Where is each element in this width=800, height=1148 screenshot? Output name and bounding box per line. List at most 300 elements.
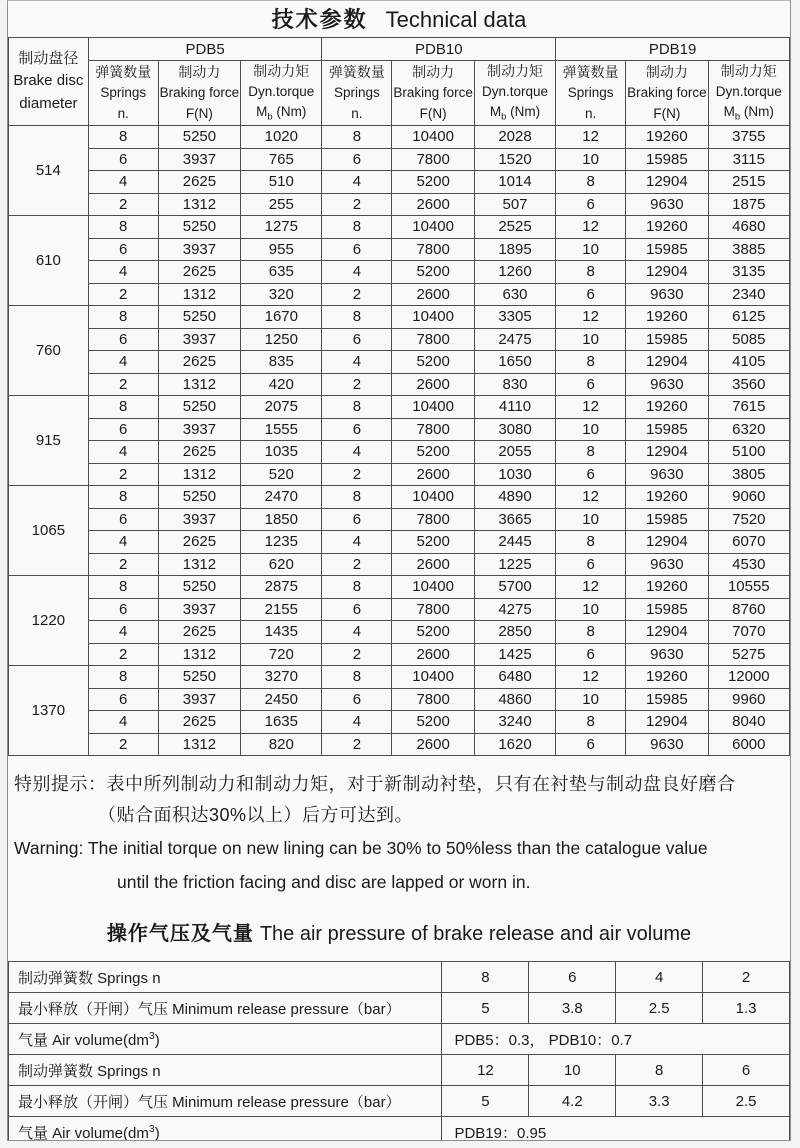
data-cell: 2625 <box>158 621 240 644</box>
air-value-cell: 5 <box>442 1086 529 1117</box>
warning-zh-line2: （贴合面积达30%以上）后方可达到。 <box>98 805 414 826</box>
data-cell: 4 <box>88 261 158 284</box>
data-cell: 6 <box>88 688 158 711</box>
data-cell: 2600 <box>392 373 474 396</box>
data-cell: 255 <box>241 193 322 216</box>
data-cell: 10 <box>556 598 626 621</box>
air-row <box>9 1055 790 1086</box>
header-line-unit: n. <box>351 105 363 121</box>
data-cell: 7800 <box>392 688 474 711</box>
data-cell: 8 <box>322 666 392 689</box>
data-cell: 6 <box>556 373 626 396</box>
data-cell: 6000 <box>708 733 789 756</box>
header-line-en: Dyn.torque <box>715 84 782 99</box>
data-cell: 820 <box>241 733 322 756</box>
air-row-label: 最小释放（开闸）气压 Minimum release pressure（bar） <box>9 993 442 1024</box>
data-cell: 8 <box>322 216 392 239</box>
header-line-unit: F(N) <box>185 105 213 121</box>
data-cell: 4 <box>88 351 158 374</box>
data-cell: 5200 <box>392 621 474 644</box>
air-value-cell: 4.2 <box>529 1086 616 1117</box>
warning-en-line1: Warning: The initial torque on new lining can be 30% to 50%less than the catalogue value <box>14 838 708 859</box>
data-cell: 8 <box>322 486 392 509</box>
tech-data-row <box>9 711 790 734</box>
data-cell: 4 <box>88 621 158 644</box>
data-cell: 4530 <box>708 553 789 576</box>
data-cell: 2450 <box>241 688 322 711</box>
data-cell: 3080 <box>474 418 555 441</box>
data-cell: 6320 <box>708 418 789 441</box>
air-section-title-zh: 操作气压及气量 <box>106 923 254 946</box>
data-cell: 10 <box>556 148 626 171</box>
data-cell: 2340 <box>708 283 789 306</box>
data-cell: 4680 <box>708 216 789 239</box>
data-cell: 8 <box>322 576 392 599</box>
header-line-zh: 制动力矩 <box>253 63 310 79</box>
data-cell: 12 <box>556 396 626 419</box>
data-cell: 510 <box>241 171 322 194</box>
tech-data-row <box>9 126 790 149</box>
header-line-en: Springs <box>334 85 380 101</box>
data-cell: 6 <box>88 418 158 441</box>
data-cell: 10400 <box>392 306 474 329</box>
air-row-label: 制动弹簧数 Springs n <box>9 1055 442 1086</box>
air-value-cell: 6 <box>529 962 616 993</box>
header-line-zh: 制动力矩 <box>720 63 777 79</box>
data-cell: 15985 <box>626 238 708 261</box>
data-cell: 6 <box>322 598 392 621</box>
data-cell: 2445 <box>474 531 555 554</box>
header-line-en: Springs <box>100 85 147 101</box>
product-header-row <box>9 38 790 61</box>
col-header-torque <box>708 61 789 126</box>
col-header-braking-force <box>158 61 240 126</box>
data-cell: 8 <box>88 576 158 599</box>
data-cell: 3115 <box>708 148 789 171</box>
data-cell: 1850 <box>241 508 322 531</box>
data-cell: 19260 <box>626 126 708 149</box>
header-line-unit: n. <box>585 105 597 121</box>
data-cell: 1650 <box>474 351 555 374</box>
data-cell: 3937 <box>158 238 240 261</box>
data-cell: 12904 <box>626 621 708 644</box>
col-header-springs <box>322 61 392 126</box>
data-cell: 9630 <box>626 373 708 396</box>
data-cell: 4 <box>322 621 392 644</box>
data-cell: 320 <box>241 283 322 306</box>
data-cell: 1250 <box>241 328 322 351</box>
tech-data-row <box>9 216 790 239</box>
product-header-pdb5: PDB5 <box>88 38 322 61</box>
col-header-torque <box>474 61 555 126</box>
air-value-cell: 2 <box>703 962 790 993</box>
data-cell: 9630 <box>626 643 708 666</box>
header-line-unit: $M_b$ (Nm) <box>723 104 774 123</box>
data-cell: 2625 <box>158 441 240 464</box>
page-title <box>8 1 790 34</box>
air-row <box>9 1024 790 1055</box>
air-pressure-body <box>9 962 790 1141</box>
tech-data-row <box>9 193 790 216</box>
tech-data-row <box>9 553 790 576</box>
air-value-cell: 3.3 <box>616 1086 703 1117</box>
air-value-cell: 5 <box>442 993 529 1024</box>
data-cell: 8 <box>88 216 158 239</box>
data-cell: 1670 <box>241 306 322 329</box>
data-cell: 1312 <box>158 373 240 396</box>
data-cell: 6 <box>322 688 392 711</box>
data-cell: 8040 <box>708 711 789 734</box>
data-cell: 7800 <box>392 418 474 441</box>
data-cell: 7800 <box>392 328 474 351</box>
data-cell: 2 <box>88 553 158 576</box>
data-cell: 2075 <box>241 396 322 419</box>
diameter-cell: 514 <box>9 126 89 216</box>
header-line-en: Springs <box>567 85 614 101</box>
data-cell: 10555 <box>708 576 789 599</box>
tech-data-row <box>9 351 790 374</box>
tech-data-row <box>9 396 790 419</box>
data-cell: 12904 <box>626 711 708 734</box>
data-cell: 4 <box>88 711 158 734</box>
data-cell: 8 <box>322 306 392 329</box>
data-cell: 12000 <box>708 666 789 689</box>
data-cell: 5200 <box>392 171 474 194</box>
air-row <box>9 993 790 1024</box>
data-cell: 2 <box>322 733 392 756</box>
data-cell: 1035 <box>241 441 322 464</box>
data-cell: 630 <box>474 283 555 306</box>
data-cell: 8 <box>322 396 392 419</box>
data-cell: 3937 <box>158 418 240 441</box>
data-cell: 5250 <box>158 216 240 239</box>
header-line-unit: F(N) <box>419 105 447 121</box>
air-row-label: 气量 Air $volume(dm^3)$ <box>9 1024 442 1055</box>
data-cell: 9630 <box>626 553 708 576</box>
header-line-unit: $M_b$ (Nm) <box>489 104 541 123</box>
data-cell: 8 <box>556 261 626 284</box>
data-cell: 19260 <box>626 576 708 599</box>
tech-data-row <box>9 328 790 351</box>
data-cell: 4 <box>88 531 158 554</box>
data-cell: 8 <box>556 441 626 464</box>
air-row-label: 制动弹簧数 Springs n <box>9 962 442 993</box>
data-cell: 6 <box>88 148 158 171</box>
tech-data-row <box>9 621 790 644</box>
data-cell: 4275 <box>474 598 555 621</box>
data-cell: 5200 <box>392 441 474 464</box>
data-cell: 4860 <box>474 688 555 711</box>
data-cell: 1225 <box>474 553 555 576</box>
data-cell: 15985 <box>626 328 708 351</box>
data-cell: 15985 <box>626 148 708 171</box>
tech-data-row <box>9 283 790 306</box>
data-cell: 6 <box>556 283 626 306</box>
diameter-cell: 760 <box>9 306 89 396</box>
data-cell: 10 <box>556 688 626 711</box>
diameter-column-header <box>9 38 89 126</box>
data-cell: 3665 <box>474 508 555 531</box>
data-cell: 5250 <box>158 576 240 599</box>
air-value-cell: 2.5 <box>703 1086 790 1117</box>
data-cell: 7615 <box>708 396 789 419</box>
data-cell: 7800 <box>392 148 474 171</box>
data-cell: 8 <box>88 486 158 509</box>
data-cell: 2625 <box>158 531 240 554</box>
data-cell: 507 <box>474 193 555 216</box>
data-cell: 12 <box>556 486 626 509</box>
data-cell: 2625 <box>158 261 240 284</box>
data-cell: 4 <box>88 441 158 464</box>
data-cell: 3135 <box>708 261 789 284</box>
data-cell: 10 <box>556 328 626 351</box>
tech-data-row <box>9 306 790 329</box>
data-cell: 1312 <box>158 733 240 756</box>
data-cell: 2600 <box>392 733 474 756</box>
data-cell: 2028 <box>474 126 555 149</box>
data-cell: 5200 <box>392 261 474 284</box>
data-cell: 9630 <box>626 193 708 216</box>
air-value-cell: 8 <box>616 1055 703 1086</box>
air-row-label: 最小释放（开闸）气压 Minimum release pressure（bar） <box>9 1086 442 1117</box>
tech-data-row <box>9 148 790 171</box>
data-cell: 5200 <box>392 351 474 374</box>
col-header-springs <box>88 61 158 126</box>
data-cell: 2 <box>322 193 392 216</box>
data-cell: 4 <box>322 711 392 734</box>
data-cell: 7800 <box>392 238 474 261</box>
header-line-unit: F(N) <box>653 105 681 121</box>
data-cell: 2875 <box>241 576 322 599</box>
data-cell: 6 <box>322 238 392 261</box>
data-cell: 4 <box>88 171 158 194</box>
data-cell: 3937 <box>158 328 240 351</box>
data-cell: 620 <box>241 553 322 576</box>
data-cell: 2850 <box>474 621 555 644</box>
data-cell: 12904 <box>626 441 708 464</box>
tech-data-row <box>9 666 790 689</box>
data-cell: 7800 <box>392 598 474 621</box>
air-value-cell: 8 <box>442 962 529 993</box>
data-cell: 1014 <box>474 171 555 194</box>
data-cell: 3937 <box>158 508 240 531</box>
data-cell: 19260 <box>626 666 708 689</box>
col-header-braking-force <box>626 61 708 126</box>
data-cell: 8 <box>88 666 158 689</box>
data-cell: 6070 <box>708 531 789 554</box>
data-cell: 6 <box>88 238 158 261</box>
data-cell: 1620 <box>474 733 555 756</box>
tech-data-row <box>9 576 790 599</box>
tech-data-row <box>9 733 790 756</box>
data-cell: 6480 <box>474 666 555 689</box>
data-cell: 2625 <box>158 351 240 374</box>
data-cell: 4 <box>322 261 392 284</box>
data-cell: 2470 <box>241 486 322 509</box>
data-cell: 5250 <box>158 666 240 689</box>
data-cell: 1312 <box>158 193 240 216</box>
data-cell: 6 <box>322 148 392 171</box>
data-cell: 4 <box>322 351 392 374</box>
data-cell: 9630 <box>626 463 708 486</box>
data-cell: 6 <box>556 733 626 756</box>
air-value-cell: 10 <box>529 1055 616 1086</box>
header-line-zh: 制动力 <box>178 64 221 81</box>
tech-data-row <box>9 598 790 621</box>
catalog-page <box>7 0 791 1141</box>
data-cell: 2600 <box>392 553 474 576</box>
data-cell: 4890 <box>474 486 555 509</box>
data-cell: 1435 <box>241 621 322 644</box>
data-cell: 830 <box>474 373 555 396</box>
data-cell: 4105 <box>708 351 789 374</box>
data-cell: 12904 <box>626 261 708 284</box>
data-cell: 3270 <box>241 666 322 689</box>
data-cell: 3240 <box>474 711 555 734</box>
tech-data-row <box>9 486 790 509</box>
data-cell: 12 <box>556 576 626 599</box>
data-cell: 10400 <box>392 126 474 149</box>
page-title-zh: 技术参数 <box>271 7 368 32</box>
header-line-zh: 弹簧数量 <box>328 64 385 81</box>
data-cell: 2 <box>322 283 392 306</box>
data-cell: 5200 <box>392 711 474 734</box>
air-pressure-table <box>8 961 790 1141</box>
data-cell: 1520 <box>474 148 555 171</box>
header-line-zh: 制动力矩 <box>487 63 544 79</box>
data-cell: 955 <box>241 238 322 261</box>
data-cell: 2600 <box>392 193 474 216</box>
data-cell: 2155 <box>241 598 322 621</box>
data-cell: 5250 <box>158 306 240 329</box>
data-cell: 5250 <box>158 486 240 509</box>
data-cell: 8 <box>322 126 392 149</box>
data-cell: 10400 <box>392 216 474 239</box>
data-cell: 2055 <box>474 441 555 464</box>
data-cell: 19260 <box>626 396 708 419</box>
col-header-torque <box>241 61 322 126</box>
data-cell: 520 <box>241 463 322 486</box>
tech-data-row <box>9 238 790 261</box>
data-cell: 2 <box>322 643 392 666</box>
data-cell: 12 <box>556 216 626 239</box>
data-cell: 3937 <box>158 148 240 171</box>
air-value-cell: 2.5 <box>616 993 703 1024</box>
data-cell: 12904 <box>626 531 708 554</box>
air-span-value-cell: PDB19：0.95 <box>442 1117 790 1141</box>
air-value-cell: 1.3 <box>703 993 790 1024</box>
data-cell: 12 <box>556 126 626 149</box>
air-row-label: 气量 Air $volume(dm^3)$ <box>9 1117 442 1141</box>
tech-data-row <box>9 441 790 464</box>
data-cell: 12904 <box>626 171 708 194</box>
data-cell: 19260 <box>626 306 708 329</box>
data-cell: 4 <box>322 171 392 194</box>
data-cell: 2 <box>88 643 158 666</box>
data-cell: 1020 <box>241 126 322 149</box>
data-cell: 2 <box>322 463 392 486</box>
data-cell: 8 <box>88 396 158 419</box>
data-cell: 1312 <box>158 463 240 486</box>
data-cell: 1312 <box>158 553 240 576</box>
data-cell: 3805 <box>708 463 789 486</box>
air-section-title <box>8 921 790 947</box>
warning-notes <box>14 769 784 899</box>
col-header-braking-force <box>392 61 474 126</box>
technical-data-body <box>9 126 790 756</box>
tech-data-row <box>9 508 790 531</box>
data-cell: 6 <box>556 643 626 666</box>
air-row <box>9 1086 790 1117</box>
tech-data-row <box>9 463 790 486</box>
diameter-cell: 915 <box>9 396 89 486</box>
data-cell: 5200 <box>392 531 474 554</box>
data-cell: 9060 <box>708 486 789 509</box>
data-cell: 5250 <box>158 396 240 419</box>
data-cell: 8 <box>556 351 626 374</box>
data-cell: 1260 <box>474 261 555 284</box>
data-cell: 3755 <box>708 126 789 149</box>
header-line-en: Braking force <box>627 85 707 101</box>
tech-data-row <box>9 171 790 194</box>
data-cell: 6 <box>88 328 158 351</box>
warning-en-line2: until the friction facing and disc are lapped or worn in. <box>117 872 531 893</box>
data-cell: 2625 <box>158 171 240 194</box>
air-section-title-en: The air pressure of brake release and air volume <box>259 923 692 946</box>
data-cell: 2 <box>322 553 392 576</box>
data-cell: 9630 <box>626 283 708 306</box>
data-cell: 1312 <box>158 643 240 666</box>
data-cell: 6 <box>556 193 626 216</box>
data-cell: 12 <box>556 666 626 689</box>
data-cell: 2 <box>88 193 158 216</box>
data-cell: 15985 <box>626 688 708 711</box>
data-cell: 2 <box>88 463 158 486</box>
data-cell: 1030 <box>474 463 555 486</box>
header-line-en: Braking force <box>159 85 240 101</box>
data-cell: 6 <box>322 418 392 441</box>
diameter-header-en2: diameter <box>19 94 78 112</box>
data-cell: 6 <box>322 328 392 351</box>
data-cell: 8760 <box>708 598 789 621</box>
data-cell: 10400 <box>392 666 474 689</box>
data-cell: 7070 <box>708 621 789 644</box>
diameter-cell: 1220 <box>9 576 89 666</box>
header-line-zh: 制动力 <box>412 64 455 81</box>
data-cell: 19260 <box>626 486 708 509</box>
data-cell: 2 <box>88 373 158 396</box>
data-cell: 12904 <box>626 351 708 374</box>
data-cell: 835 <box>241 351 322 374</box>
data-cell: 15985 <box>626 418 708 441</box>
header-line-en: Braking force <box>393 85 473 101</box>
data-cell: 19260 <box>626 216 708 239</box>
air-value-cell: 4 <box>616 962 703 993</box>
data-cell: 7800 <box>392 508 474 531</box>
data-cell: 2 <box>322 373 392 396</box>
tech-data-row <box>9 643 790 666</box>
data-cell: 2475 <box>474 328 555 351</box>
data-cell: 10 <box>556 238 626 261</box>
data-cell: 8 <box>556 171 626 194</box>
data-cell: 1275 <box>241 216 322 239</box>
data-cell: 5700 <box>474 576 555 599</box>
data-cell: 4 <box>322 531 392 554</box>
warning-zh-line1: 特别提示：表中所列制动力和制动力矩，对于新制动衬垫，只有在衬垫与制动盘良好磨合 <box>14 774 736 795</box>
tech-data-row <box>9 373 790 396</box>
header-line-unit: n. <box>117 105 129 121</box>
data-cell: 6 <box>556 553 626 576</box>
